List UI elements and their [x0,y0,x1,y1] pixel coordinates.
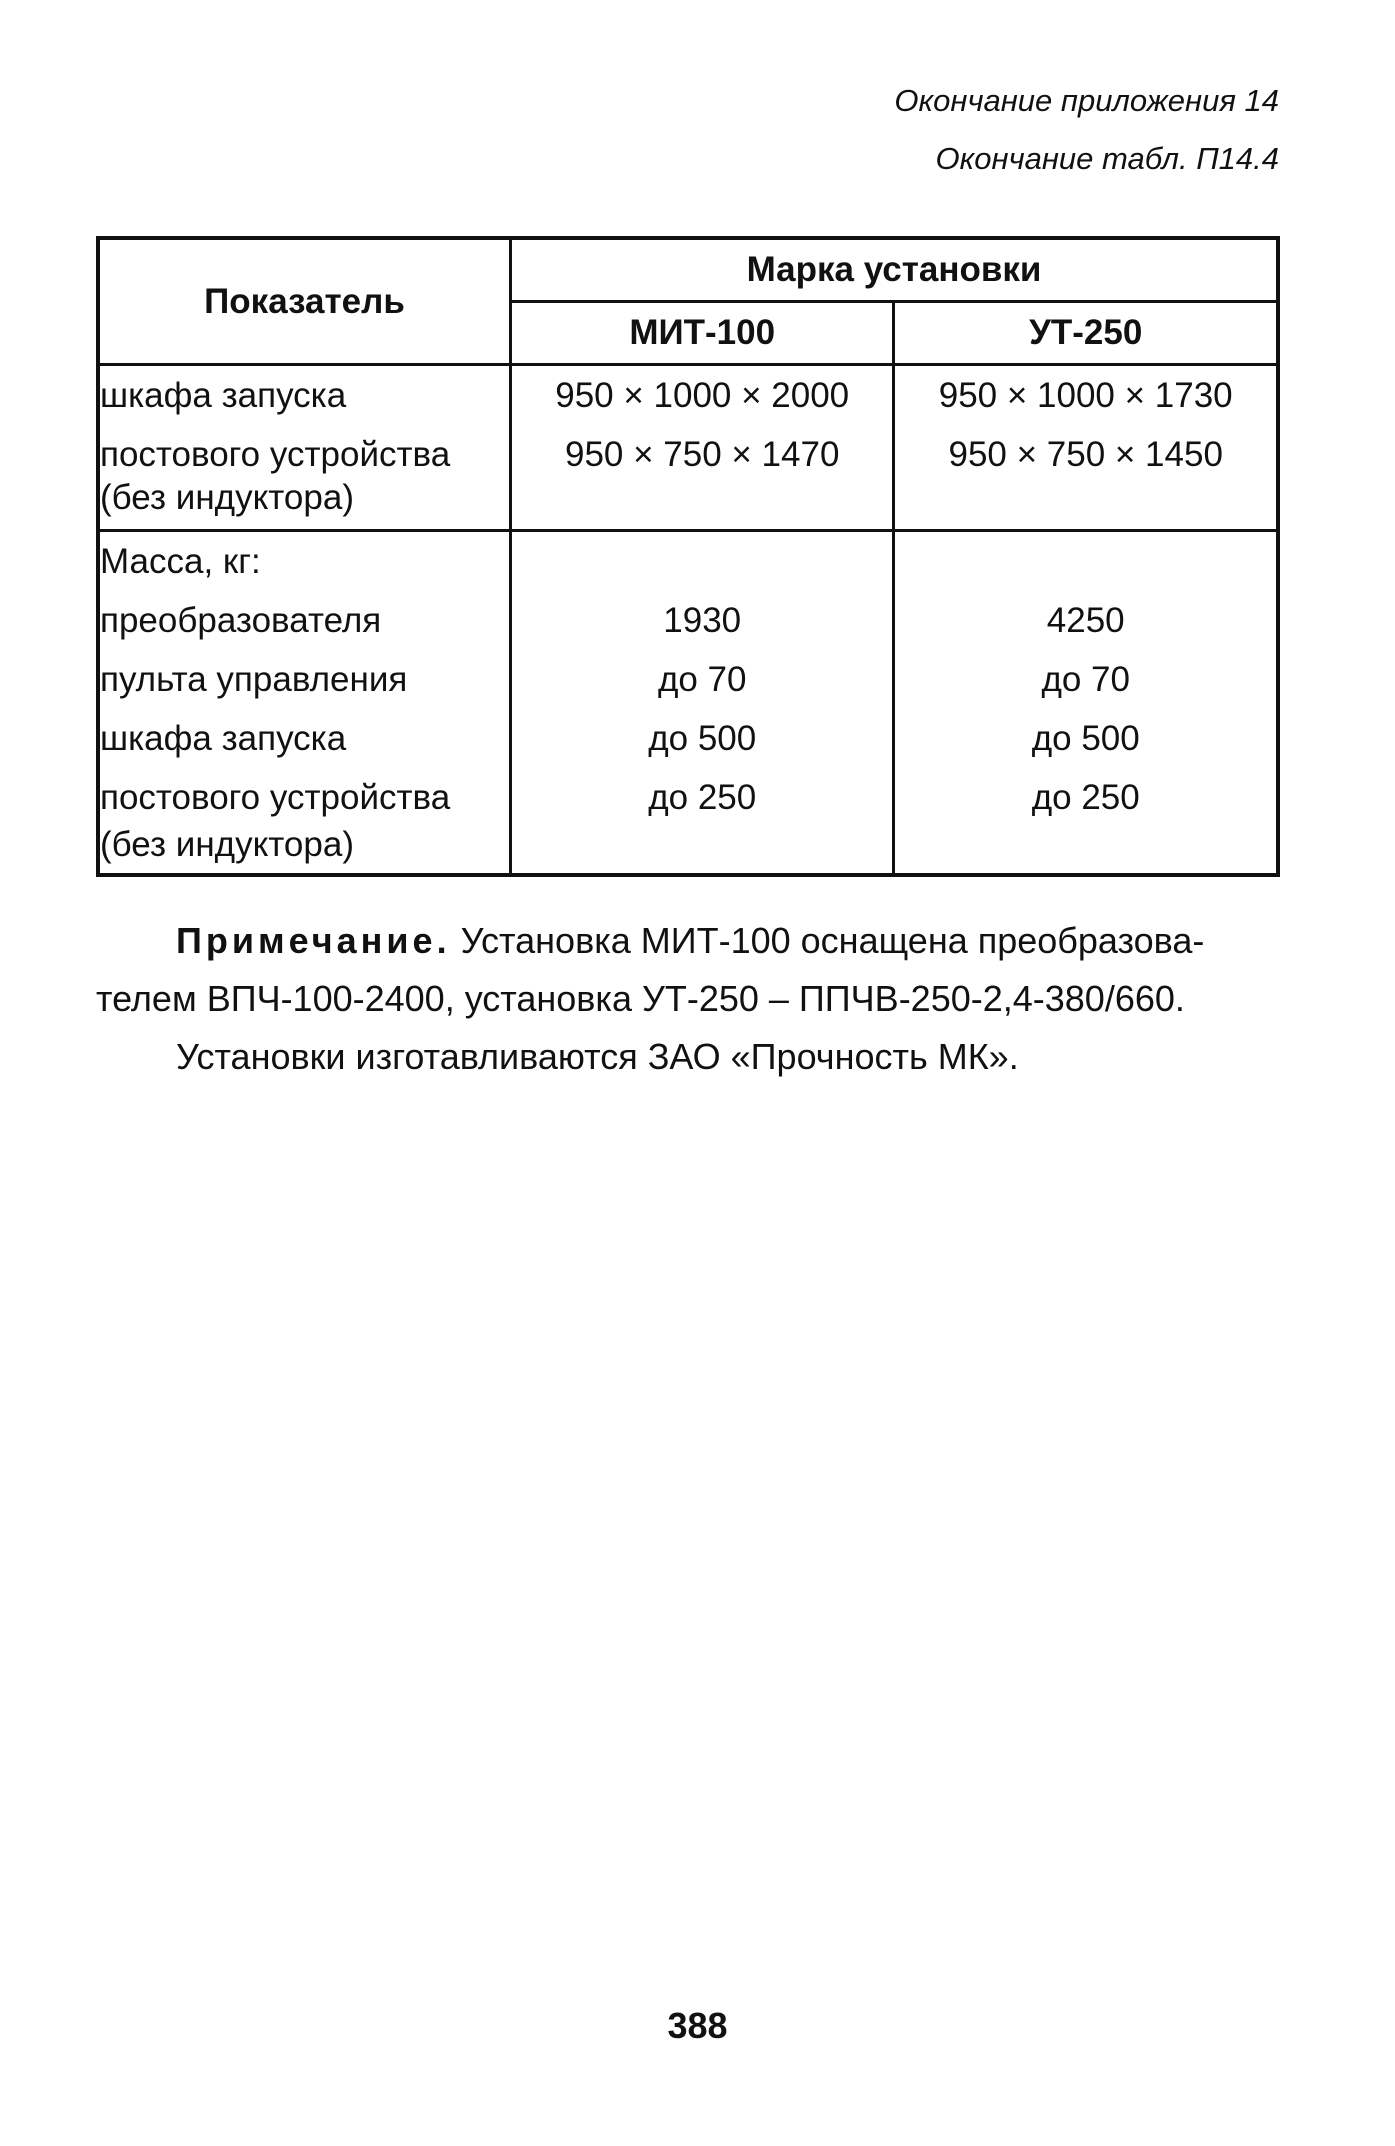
row-label-line: постового устройства [100,778,451,817]
note-label: Примечание. [176,920,451,961]
note-paragraph: Установки изготавливаются ЗАО «Прочность МК». [176,1036,1019,1077]
spec-table [96,236,1280,877]
table-row [98,365,1278,531]
note-paragraph-continuation: телем ВПЧ-100-2400, установка УТ-250 – ППЧВ-250-2,4-380/660. [96,978,1185,1019]
row-label: шкафа запуска [100,376,347,415]
table-header-row [98,238,1278,302]
row-label: преобразователя [100,601,382,640]
ut250-value-cell [894,531,1278,876]
cell-value: до 250 [648,778,757,817]
cell-value: 4250 [1046,601,1125,640]
mit100-value-cell [511,531,894,876]
row-label-line: (без индуктора) [100,478,354,517]
row-label: шкафа запуска [100,719,347,758]
row-label-multiline [100,768,509,873]
brand-mit100-header: МИТ-100 [511,302,894,365]
indicator-cell [98,365,511,531]
mit100-value-cell [511,365,894,531]
cell-value: 950 × 750 × 1450 [948,435,1223,474]
empty-line [895,532,1276,591]
cell-value: до 500 [1031,719,1140,758]
group-heading: Масса, кг: [100,542,261,581]
brand-column-header: Марка установки [511,238,1279,302]
cell-value: 950 × 1000 × 2000 [555,376,850,415]
table-row [98,531,1278,876]
indicator-cell [98,531,511,876]
empty-line [512,532,892,591]
indicator-column-header: Показатель [98,238,511,365]
row-label-line: (без индуктора) [100,825,354,864]
row-label-line: постового устройства [100,435,451,474]
cell-value: до 70 [657,660,747,699]
cell-value: 1930 [663,601,742,640]
row-label: пульта управления [100,660,408,699]
table-note [96,912,1280,1086]
appendix-header: Окончание приложения 14 [894,83,1279,118]
note-text: Установка МИТ-100 оснащена преобразова- [460,920,1205,961]
ut250-value-cell [894,365,1278,531]
table-continuation-header: Окончание табл. П14.4 [935,141,1279,176]
cell-value: 950 × 750 × 1470 [564,435,840,474]
brand-ut250-header: УТ-250 [894,302,1278,365]
row-label-multiline [100,425,509,529]
note-paragraph [96,912,1280,970]
page-number: 388 [667,2005,728,2046]
cell-value: до 250 [1031,778,1140,817]
cell-value: 950 × 1000 × 1730 [938,376,1233,415]
cell-value: до 500 [648,719,757,758]
cell-value: до 70 [1041,660,1130,699]
